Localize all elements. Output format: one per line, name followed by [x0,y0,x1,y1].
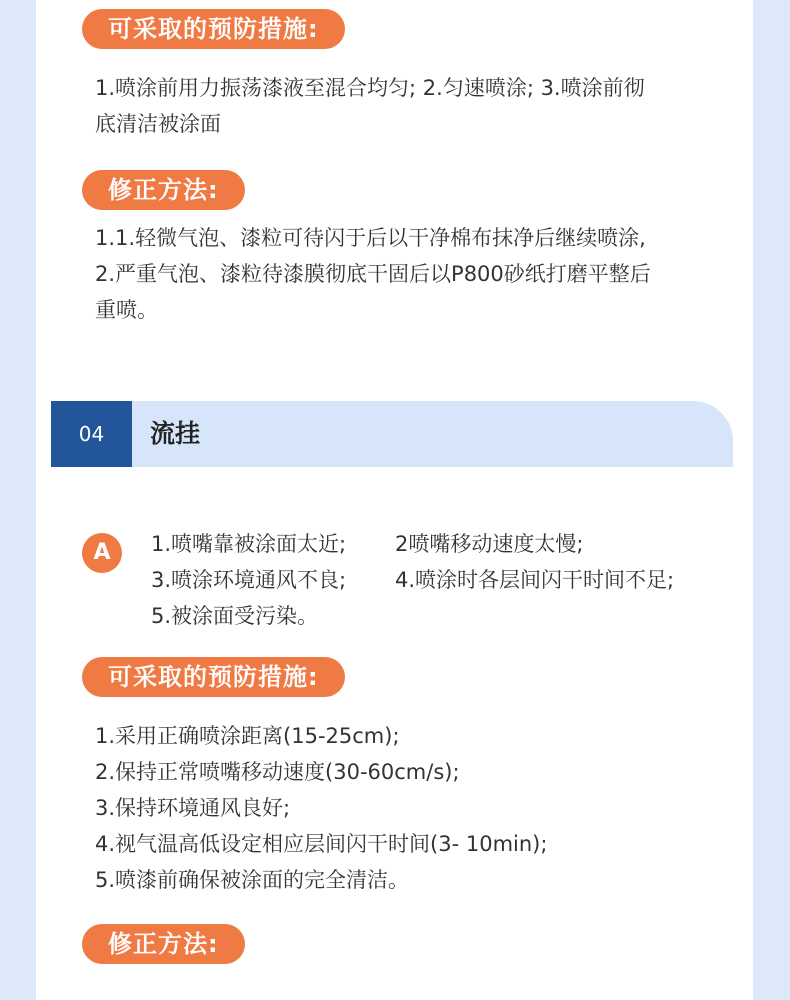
text-line: 2.严重气泡、漆粒待漆膜彻底干固后以P800砂纸打磨平整后 [95,262,651,286]
cause-row [151,526,741,562]
text-line: 2.保持正常喷嘴移动速度(30-60cm/s); [95,760,460,784]
cause-item: 2喷嘴移动速度太慢; [395,532,584,556]
cause-item: 5.被涂面受污染。 [151,604,319,628]
text-line: 4.视气温高低设定相应层间闪干时间(3- 10min); [95,832,548,856]
section-number: 04 [51,401,132,467]
text-line: 1.采用正确喷涂距离(15-25cm); [95,724,400,748]
cause-badge: A [82,533,122,573]
section-title-bar [132,401,733,467]
prevention-heading-2: 可采取的预防措施: [82,657,345,697]
text-line: 3.保持环境通风良好; [95,796,291,820]
text-line: 底清洁被涂面 [95,112,221,136]
correction-heading-2: 修正方法: [82,924,245,964]
section-header [51,401,733,467]
text-line: 1.喷涂前用力振荡漆液至混合均匀; 2.匀速喷涂; 3.喷涂前彻 [95,76,645,100]
section-title: 流挂 [150,419,201,448]
prevention-heading-1: 可采取的预防措施: [82,9,345,49]
cause-row [151,562,741,598]
cause-list [151,526,741,634]
text-line: 1.1.轻微气泡、漆粒可待闪于后以干净棉布抹净后继续喷涂, [95,226,646,250]
cause-item: 4.喷涂时各层间闪干时间不足; [395,568,675,592]
prevention-text-1 [95,70,735,142]
cause-item: 1.喷嘴靠被涂面太近; [151,532,347,556]
correction-text-1 [95,220,735,328]
text-line: 重喷。 [95,298,158,322]
prevention-text-2 [95,718,735,898]
text-line: 5.喷漆前确保被涂面的完全清洁。 [95,868,410,892]
cause-item: 3.喷涂环境通风不良; [151,568,347,592]
cause-row [151,598,741,634]
correction-heading-1: 修正方法: [82,170,245,210]
